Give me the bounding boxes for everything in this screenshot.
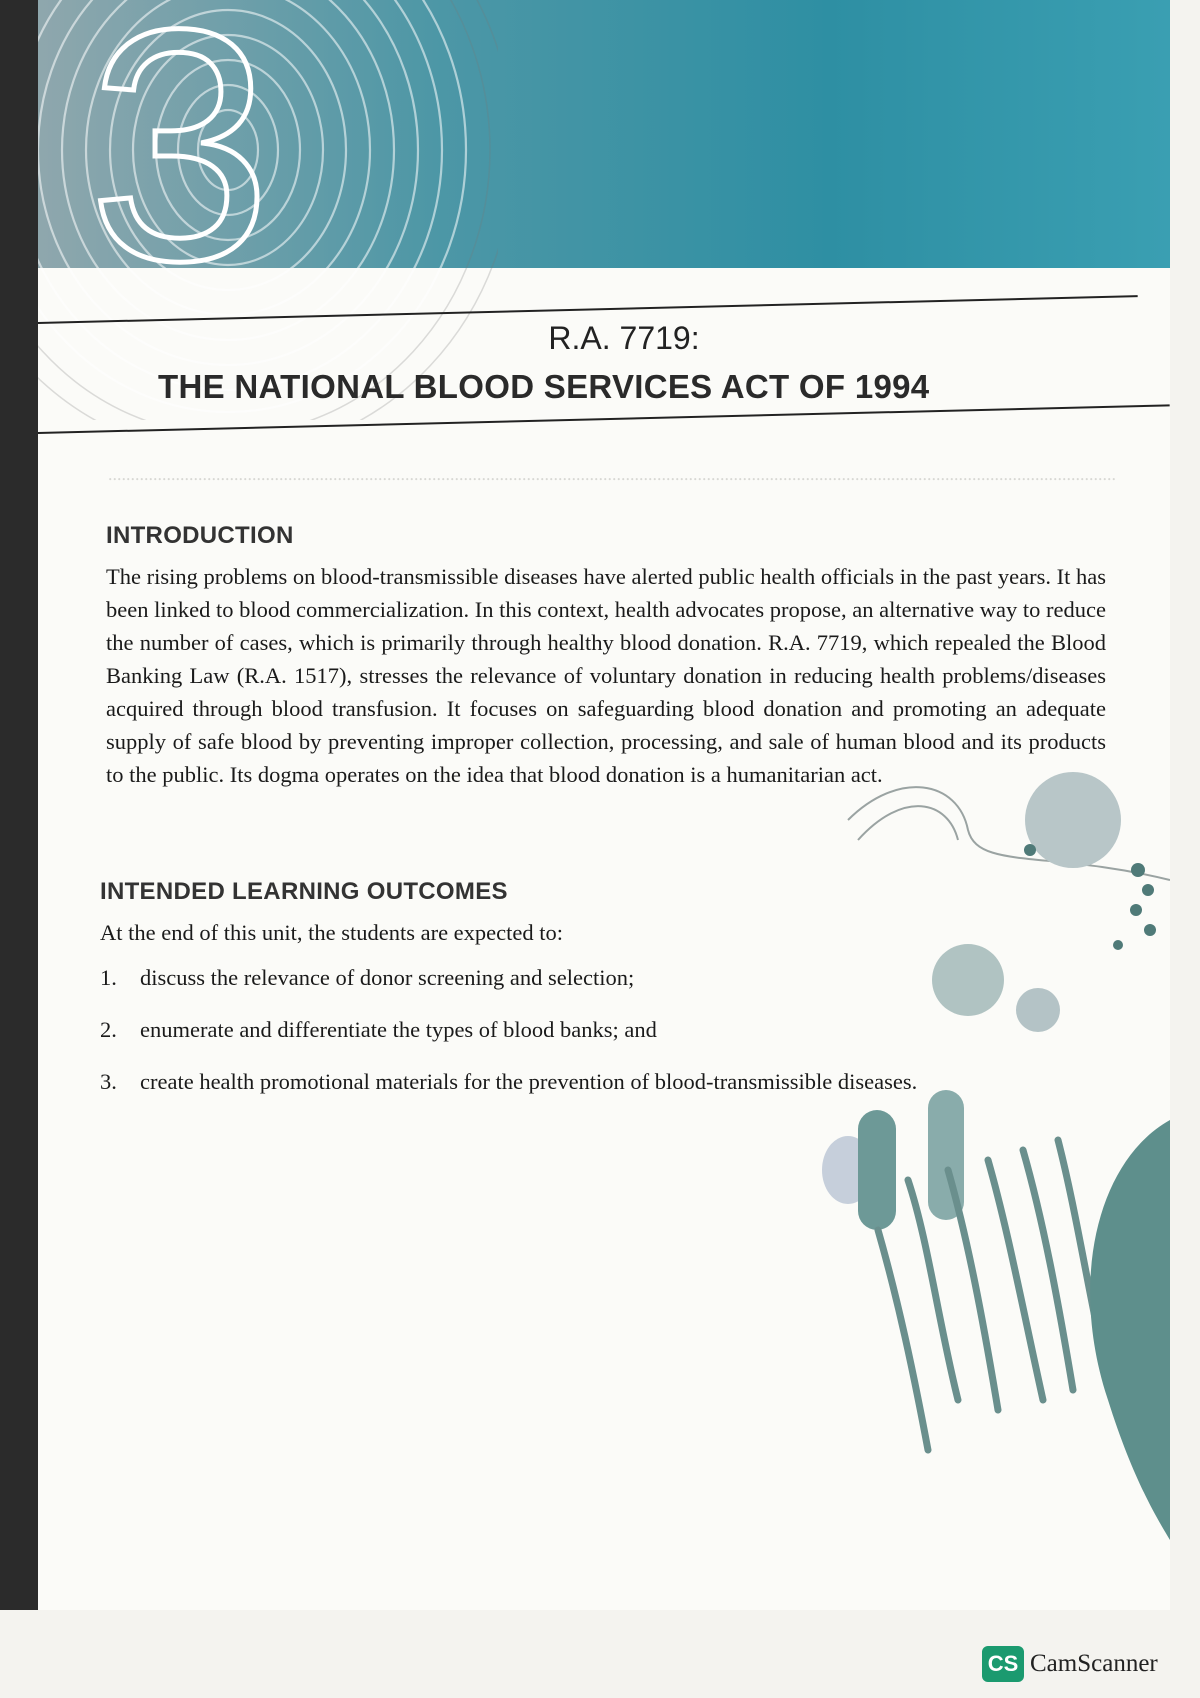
- outcome-item: [100, 1017, 917, 1069]
- bleed-through-text: ................................................................................................................................................................................................................................: [108, 474, 1116, 494]
- chapter-number: 3: [88, 0, 272, 329]
- outcome-text: enumerate and differentiate the types of blood banks; and: [140, 1017, 657, 1042]
- chapter-title: THE NATIONAL BLOOD SERVICES ACT OF 1994: [158, 368, 930, 405]
- introduction-heading: INTRODUCTION: [106, 522, 294, 549]
- outcome-item: [100, 965, 917, 1017]
- document-page: [38, 0, 1170, 1610]
- ra-label: R.A. 7719:: [548, 320, 700, 356]
- outcomes-list: [100, 965, 917, 1121]
- outcome-number: 3.: [100, 1069, 117, 1094]
- outcome-text: discuss the relevance of donor screening and selection;: [140, 965, 635, 990]
- outcome-item: [100, 1069, 917, 1121]
- outcome-text: create health promotional materials for the prevention of blood-transmissible diseases.: [140, 1069, 918, 1094]
- outcomes-lead: At the end of this unit, the students are expected to:: [100, 920, 564, 945]
- outcomes-heading: INTENDED LEARNING OUTCOMES: [100, 878, 508, 905]
- camscanner-label: CamScanner: [1030, 1650, 1158, 1677]
- scan-dark-edge: [0, 0, 38, 1610]
- camscanner-logo: CS: [982, 1646, 1024, 1682]
- outcome-number: 2.: [100, 1017, 117, 1042]
- cell-illustration: [818, 760, 1170, 1610]
- outcome-number: 1.: [100, 965, 117, 990]
- introduction-paragraph: The rising problems on blood-transmissible diseases have alerted public health officials in the past years. It has been linked to blood commercialization. In this context, health advocates propose, an alternative way to reduce the number of cases, which is primarily through healthy blood donation. R.A. 7719, which repealed the Blood Banking Law (R.A. 1517), stresses the relevance of voluntary donation in reducing health problems/diseases acquired through blood transfusion. It focuses on safeguarding blood donation and promoting an adequate supply of safe blood by preventing improper collection, processing, and sale of human blood and its products to the public. Its dogma operates on the idea that blood donation is a humanitarian act.: [106, 564, 1106, 787]
